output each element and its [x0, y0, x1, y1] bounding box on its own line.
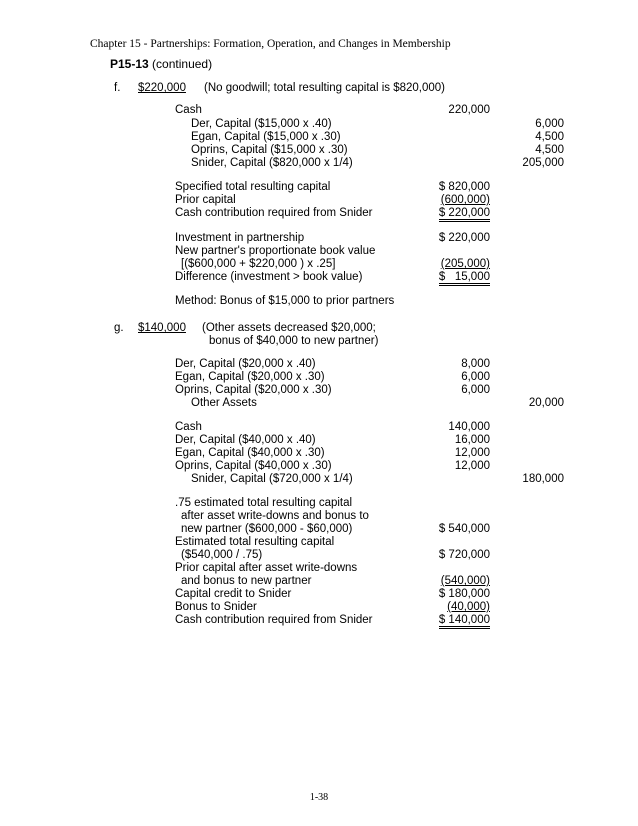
method-note: Method: Bonus of $15,000 to prior partners — [175, 295, 395, 307]
journal-account: Egan, Capital ($20,000 x .30) — [175, 371, 325, 383]
part-f-amount: $220,000 — [138, 82, 186, 94]
calc-label: Cash contribution required from Snider — [175, 207, 373, 219]
calc-label: and bonus to new partner — [181, 575, 312, 587]
credit-amount: 4,500 — [535, 131, 564, 143]
debit-amount: 16,000 — [454, 434, 490, 446]
debit-amount: 8,000 — [461, 358, 490, 370]
calc-label: [($600,000 + $220,000 ) x .25] — [181, 258, 336, 270]
page-number: 1-38 — [309, 792, 329, 803]
part-g-note: bonus of $40,000 to new partner) — [209, 335, 379, 347]
part-g-amount: $140,000 — [138, 322, 186, 334]
calc-value: $ 180,000 — [438, 588, 490, 600]
calc-label: Specified total resulting capital — [175, 181, 331, 193]
calc-value: (540,000) — [440, 575, 490, 587]
part-g-note: (Other assets decreased $20,000; — [202, 322, 376, 334]
journal-account: Oprins, Capital ($15,000 x .30) — [191, 144, 348, 156]
calc-label: Prior capital — [175, 194, 236, 206]
calc-label: ($540,000 / .75) — [181, 549, 263, 561]
calc-value: $ 540,000 — [438, 523, 490, 535]
calc-label: Difference (investment > book value) — [175, 271, 363, 283]
credit-amount: 205,000 — [522, 157, 564, 169]
calc-total-text: $ 15,000 — [439, 271, 490, 286]
journal-account: Oprins, Capital ($40,000 x .30) — [175, 460, 332, 472]
calc-value: $ 720,000 — [438, 549, 490, 561]
problem-id: P15-13 — [110, 57, 149, 71]
calc-value: (205,000) — [440, 258, 490, 270]
calc-label: Investment in partnership — [175, 232, 305, 244]
journal-account: Oprins, Capital ($20,000 x .30) — [175, 384, 332, 396]
calc-total — [438, 271, 490, 284]
credit-amount: 20,000 — [528, 397, 564, 409]
calc-value: (600,000) — [440, 194, 490, 206]
debit-amount: 140,000 — [448, 421, 490, 433]
journal-account: Other Assets — [191, 397, 257, 409]
chapter-heading: Chapter 15 - Partnerships: Formation, Operation, and Changes in Membership — [90, 38, 451, 50]
debit-amount: 12,000 — [454, 447, 490, 459]
calc-label: Cash contribution required from Snider — [175, 614, 373, 626]
journal-account: Cash — [175, 421, 202, 433]
credit-amount: 180,000 — [522, 473, 564, 485]
debit-amount: 6,000 — [461, 384, 490, 396]
calc-value: $ 820,000 — [438, 181, 490, 193]
credit-amount: 6,000 — [535, 118, 564, 130]
calc-label: new partner ($600,000 - $60,000) — [181, 523, 353, 535]
journal-account: Der, Capital ($40,000 x .40) — [175, 434, 316, 446]
calc-total — [438, 207, 490, 220]
part-g-letter: g. — [114, 322, 124, 334]
calc-label: after asset write-downs and bonus to — [181, 510, 369, 522]
calc-label: Bonus to Snider — [175, 601, 257, 613]
debit-amount: 220,000 — [448, 104, 490, 116]
journal-account: Der, Capital ($15,000 x .40) — [191, 118, 332, 130]
journal-account: Egan, Capital ($40,000 x .30) — [175, 447, 325, 459]
calc-value: $ 220,000 — [438, 232, 490, 244]
journal-account: Der, Capital ($20,000 x .40) — [175, 358, 316, 370]
journal-account: Snider, Capital ($820,000 x 1/4) — [191, 157, 353, 169]
calc-total-text: $ 220,000 — [439, 207, 490, 222]
credit-amount: 4,500 — [535, 144, 564, 156]
journal-account: Snider, Capital ($720,000 x 1/4) — [191, 473, 353, 485]
calc-label: New partner's proportionate book value — [175, 245, 376, 257]
calc-total-text: $ 140,000 — [439, 614, 490, 629]
journal-account: Egan, Capital ($15,000 x .30) — [191, 131, 341, 143]
calc-value: (40,000) — [447, 601, 490, 613]
calc-label: Prior capital after asset write-downs — [175, 562, 358, 574]
calc-label: Capital credit to Snider — [175, 588, 292, 600]
debit-amount: 12,000 — [454, 460, 490, 472]
calc-label: Estimated total resulting capital — [175, 536, 335, 548]
calc-label: .75 estimated total resulting capital — [175, 497, 353, 509]
part-f-letter: f. — [114, 82, 121, 94]
calc-total — [438, 614, 490, 627]
debit-amount: 6,000 — [461, 371, 490, 383]
journal-account: Cash — [175, 104, 202, 116]
problem-note: (continued) — [152, 57, 213, 71]
part-f-note: (No goodwill; total resulting capital is $820,000) — [204, 82, 445, 94]
problem-heading — [110, 57, 212, 71]
